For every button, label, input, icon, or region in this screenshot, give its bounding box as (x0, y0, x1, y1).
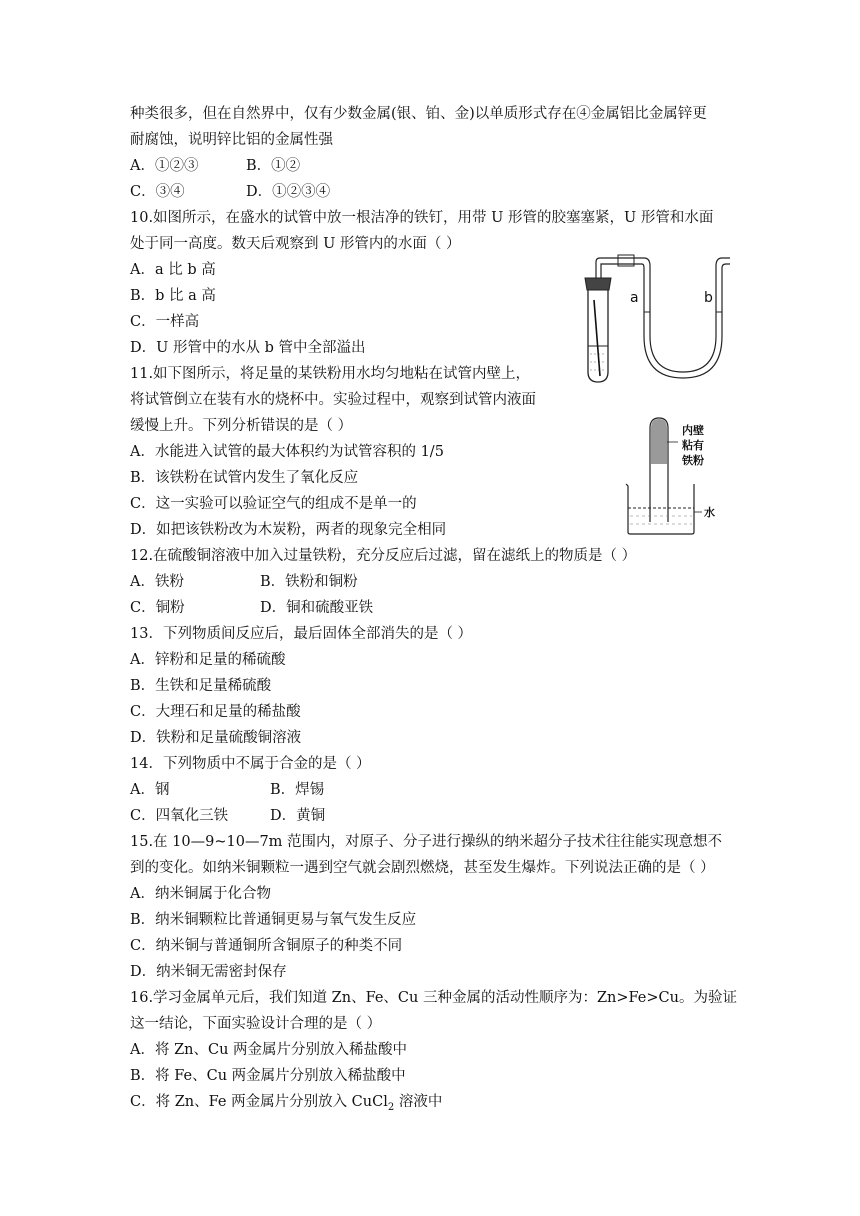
subscript: 2 (387, 1101, 395, 1113)
q9-option-c: C．③④ (130, 184, 185, 200)
q11-stem-line3: 缓慢上升。下列分析错误的是（ ） (130, 418, 353, 434)
q12-option-a: A．铁粉 (130, 574, 184, 590)
beaker-label-wall-3: 铁粉 (682, 454, 704, 467)
beaker-label-wall-2: 粘有 (682, 439, 704, 452)
q10-stem-line2: 处于同一高度。数天后观察到 U 形管内的水面（ ） (130, 236, 461, 252)
q15-option-b: B．纳米铜颗粒比普通铜更易与氧气发生反应 (130, 912, 417, 928)
q10-option-c: C．一样高 (130, 314, 200, 330)
q9-option-a: A．①②③ (130, 158, 199, 174)
beaker-label-water: 水 (704, 506, 715, 519)
q11-option-d: D．如把该铁粉改为木炭粉，两者的现象完全相同 (130, 522, 447, 538)
q10-option-d: D．U 形管中的水从 b 管中全部溢出 (130, 340, 366, 356)
text-line: 种类很多，但在自然界中，仅有少数金属(银、铂、金)以单质形式存在④金属铝比金属锌更 (130, 106, 707, 122)
q16-option-a: A．将 Zn、Cu 两金属片分别放入稀盐酸中 (130, 1042, 408, 1058)
beaker-figure (620, 412, 730, 538)
q16-option-b: B．将 Fe、Cu 两金属片分别放入稀盐酸中 (130, 1068, 406, 1084)
q10-option-b: B．b 比 a 高 (130, 288, 216, 304)
q16-stem-line2: 这一结论，下面实验设计合理的是（ ） (130, 1016, 382, 1032)
q9-options-row1 (130, 156, 300, 176)
q9-options-row2 (130, 182, 330, 202)
q15-option-d: D．纳米铜无需密封保存 (130, 964, 287, 980)
q16-option-c-text-end: 溶液中 (394, 1094, 443, 1110)
q13-stem: 13．下列物质间反应后，最后固体全部消失的是（ ） (130, 626, 473, 642)
q16-option-c-text: C．将 Zn、Fe 两金属片分别放入 CuCl (130, 1094, 388, 1110)
q14-stem: 14．下列物质中不属于合金的是（ ） (130, 756, 371, 772)
q12-option-d: D．铜和硫酸亚铁 (260, 600, 374, 616)
q11-option-a: A．水能进入试管的最大体积约为试管容积的 1/5 (130, 444, 444, 460)
q14-option-d: D．黄铜 (270, 808, 326, 824)
q14-option-a: A．钢 (130, 782, 170, 798)
q12-options-row1 (130, 572, 358, 592)
q12-option-c: C．铜粉 (130, 600, 185, 616)
q15-option-c: C．纳米铜与普通铜所含铜原子的种类不同 (130, 938, 403, 954)
q14-options-row1 (130, 780, 324, 800)
q11-option-c: C．这一实验可以验证空气的组成不是单一的 (130, 496, 417, 512)
q11-option-b: B．该铁粉在试管内发生了氧化反应 (130, 470, 359, 486)
utube-figure (580, 250, 732, 386)
q9-option-d: D．①②③④ (246, 184, 331, 200)
q14-options-row2 (130, 806, 325, 826)
utube-label-b: b (704, 290, 713, 306)
q10-option-a: A．a 比 b 高 (130, 262, 216, 278)
q9-option-b: B．①② (246, 158, 301, 174)
q15-stem-line2: 到的变化。如纳米铜颗粒一遇到空气就会剧烈燃烧，甚至发生爆炸。下列说法正确的是（ ） (130, 860, 715, 876)
q12-option-b: B．铁粉和铜粉 (260, 574, 358, 590)
text-line: 耐腐蚀，说明锌比铝的金属性强 (130, 132, 333, 148)
q12-stem: 12.在硫酸铜溶液中加入过量铁粉，充分反应后过滤，留在滤纸上的物质是（ ） (130, 548, 637, 564)
q14-option-b: B．焊锡 (270, 782, 325, 798)
q11-stem-line2: 将试管倒立在装有水的烧杯中。实验过程中，观察到试管内液面 (130, 392, 536, 408)
q13-option-c: C．大理石和足量的稀盐酸 (130, 704, 301, 720)
q16-stem-line1: 16.学习金属单元后，我们知道 Zn、Fe、Cu 三种金属的活动性顺序为：Zn>Fe>Cu。为验证 (130, 990, 737, 1006)
q15-stem-line1: 15.在 10—9~10—7m 范围内，对原子、分子进行操纵的纳米超分子技术往往能实现意想不 (130, 834, 723, 850)
q15-option-a: A．纳米铜属于化合物 (130, 886, 271, 902)
q13-option-a: A．锌粉和足量的稀硫酸 (130, 652, 286, 668)
utube-label-a: a (630, 290, 639, 306)
q10-stem-line1: 10.如图所示，在盛水的试管中放一根洁净的铁钉，用带 U 形管的胶塞塞紧，U 形管和水面 (130, 210, 714, 226)
q13-option-b: B．生铁和足量稀硫酸 (130, 678, 272, 694)
q11-stem-line1: 11.如下图所示，将足量的某铁粉用水均匀地粘在试管内壁上， (130, 366, 531, 382)
q12-options-row2 (130, 598, 373, 618)
q16-option-c (130, 1092, 442, 1118)
beaker-label-wall-1: 内壁 (682, 424, 704, 437)
q14-option-c: C．四氧化三铁 (130, 808, 229, 824)
q13-option-d: D．铁粉和足量硫酸铜溶液 (130, 730, 302, 746)
